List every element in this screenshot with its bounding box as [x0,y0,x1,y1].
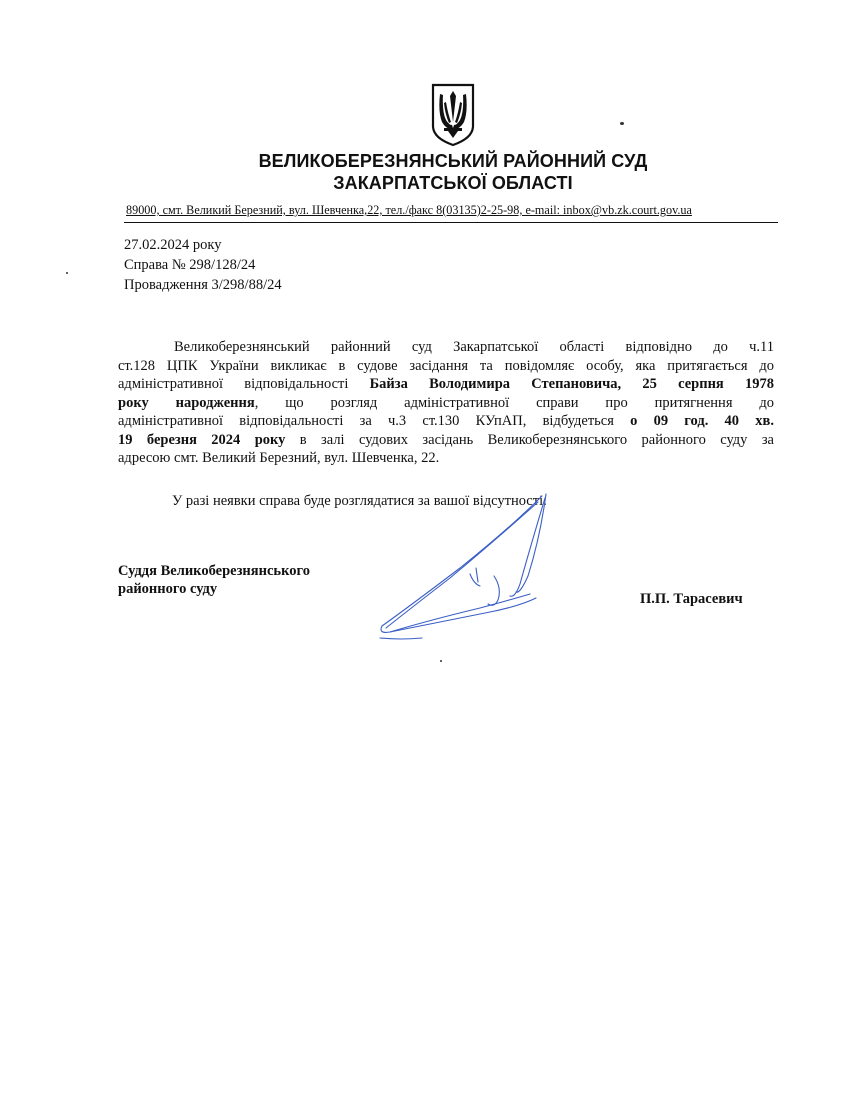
summons-line-3: адміністративної відповідальності Байза Володимира Степановича, 25 серпня 1978 [118,376,774,392]
court-name-line1: ВЕЛИКОБЕРЕЗНЯНСЬКИЙ РАЙОННИЙ СУД [258,151,648,171]
proceeding-number: Провадження 3/298/88/24 [124,277,282,293]
absence-notice: У разі неявки справа буде розглядатися за вашої відсутності. [172,493,547,509]
defendant-name: Байза Володимира Степановича, 25 серпня 1978 [369,376,774,392]
header-divider [124,222,778,223]
summons-line-5: адміністративної відповідальності за ч.3 ст.130 КУпАП, відбудеться о 09 год. 40 хв. [118,413,774,429]
summons-line-6: 19 березня 2024 року в залі судових засідань Великоберезнянського районного суду за [118,431,774,448]
scan-speck [66,272,68,274]
summons-line-4: року народження, що розгляд адміністративної справи про притягнення до [118,394,774,411]
summons-line-2: ст.128 ЦПК України викликає в судове засідання та повідомляє особу, яка притягається до [118,357,774,374]
hearing-time: о 09 год. 40 хв. [630,413,774,429]
summons-line-1: Великоберезнянський районний суд Закарпатської області відповідно до ч.11 [174,339,774,355]
scan-speck [440,660,442,662]
handwritten-signature [370,488,570,648]
coat-of-arms-icon [430,82,476,148]
document-date: 27.02.2024 року [124,237,222,253]
birth-date-suffix: року народження [118,394,255,411]
case-number: Справа № 298/128/24 [124,257,256,273]
scan-speck [620,122,624,125]
judge-title-line1: Суддя Великоберезнянського [118,563,310,579]
court-address: 89000, смт. Великий Березний, вул. Шевченка,22, тел./факс 8(03135)2-25-98, e-mail: inbox@vb.zk.court.gov.ua [126,203,692,217]
summons-text [118,338,774,468]
summons-line-7: адресою смт. Великий Березний, вул. Шевченка, 22. [118,450,440,466]
judge-name: П.П. Тарасевич [640,591,743,607]
hearing-date: 19 березня 2024 року [118,431,286,448]
court-name-line2: ЗАКАРПАТСЬКОЇ ОБЛАСТІ [333,173,573,193]
judge-title-line2: районного суду [118,581,218,597]
